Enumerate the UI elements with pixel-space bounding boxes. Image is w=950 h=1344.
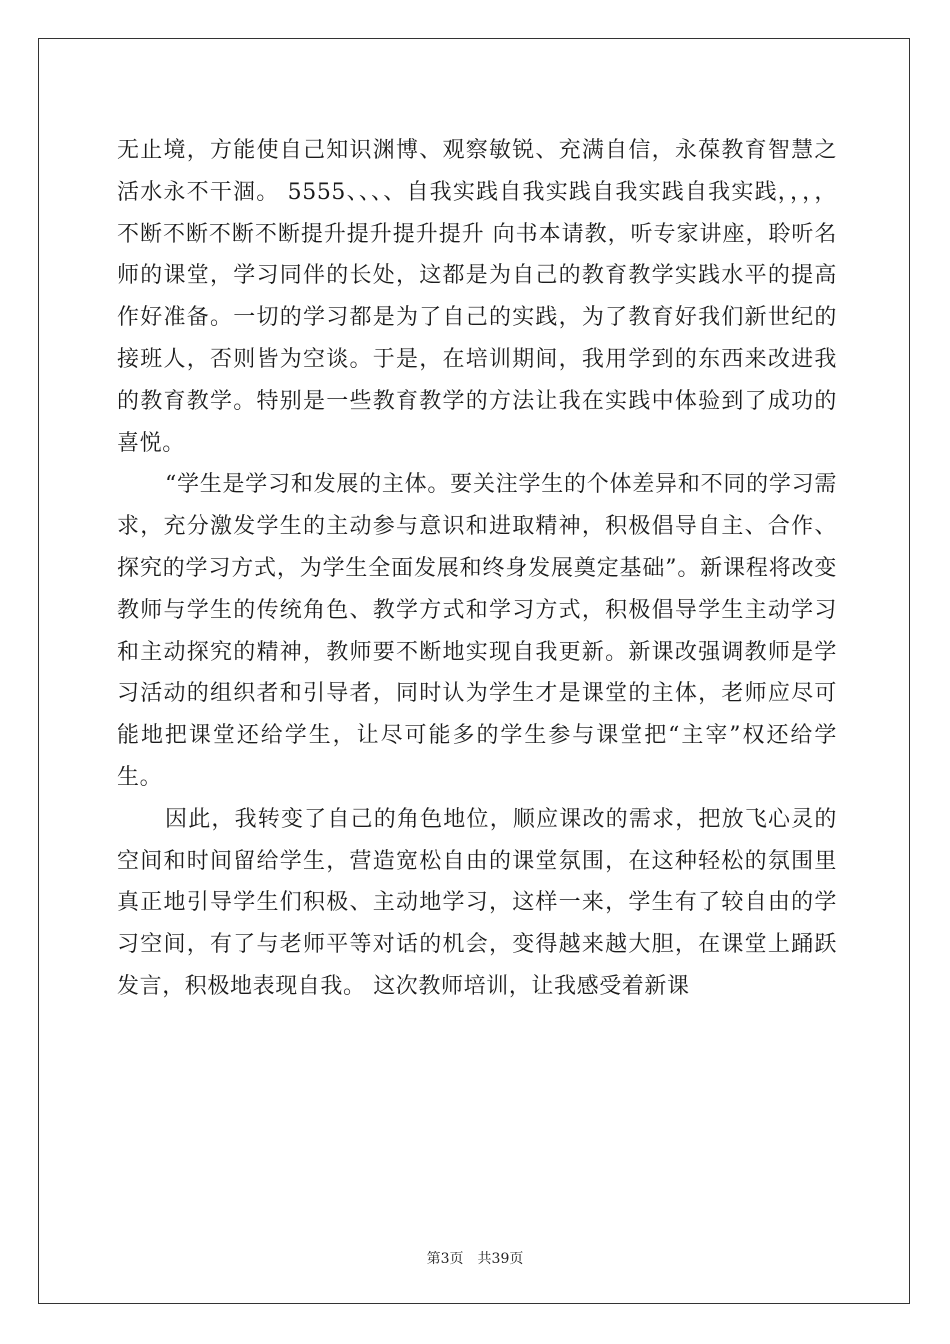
- paragraph-2: “学生是学习和发展的主体。要关注学生的个体差异和不同的学习需求，充分激发学生的主动参与意识和进取精神，积极倡导自主、合作、探究的学习方式，为学生全面发展和终身发展奠定基础”。新课程将改变教师与学生的传统角色、教学方式和学习方式，积极倡导学生主动学习和主动探究的精神，教师要不断地实现自我更新。新课改强调教师是学习活动的组织者和引导者，同时认为学生才是课堂的主体，老师应尽可能地把课堂还给学生，让尽可能多的学生参与课堂把“主宰”权还给学生。: [117, 472, 837, 790]
- paragraph-3: 因此，我转变了自己的角色地位，顺应课改的需求，把放飞心灵的空间和时间留给学生，营造宽松自由的课堂氛围，在这种轻松的氛围里真正地引导学生们积极、主动地学习，这样一来，学生有了较自由的学习空间，有了与老师平等对话的机会，变得越来越大胆，在课堂上踊跃发言，积极地表现自我。 这次教师培训，让我感受着新课: [117, 806, 837, 999]
- paragraph-1: 无止境，方能使自己知识渊博、观察敏锐、充满自信，永葆教育智慧之活水永不干涸。 5555、、、、自我实践自我实践自我实践自我实践，，，，不断不断不断不断提升提升提升提升 向书本请教，听专家讲座，聆听名师的课堂，学习同伴的长处，这都是为自己的教育教学实践水平的提高作好准备。一切的学习都是为了自己的实践，为了教育好我们新世纪的接班人，否则皆为空谈。于是，在培训期间，我用学到的东西来改进我的教育教学。特别是一些教育教学的方法让我在实践中体验到了成功的喜悦。: [117, 138, 837, 456]
- page-number: 第3页: [426, 1251, 464, 1267]
- document-body: [117, 130, 837, 1008]
- page-total: 共39页: [477, 1251, 524, 1267]
- page-footer: [0, 1248, 950, 1268]
